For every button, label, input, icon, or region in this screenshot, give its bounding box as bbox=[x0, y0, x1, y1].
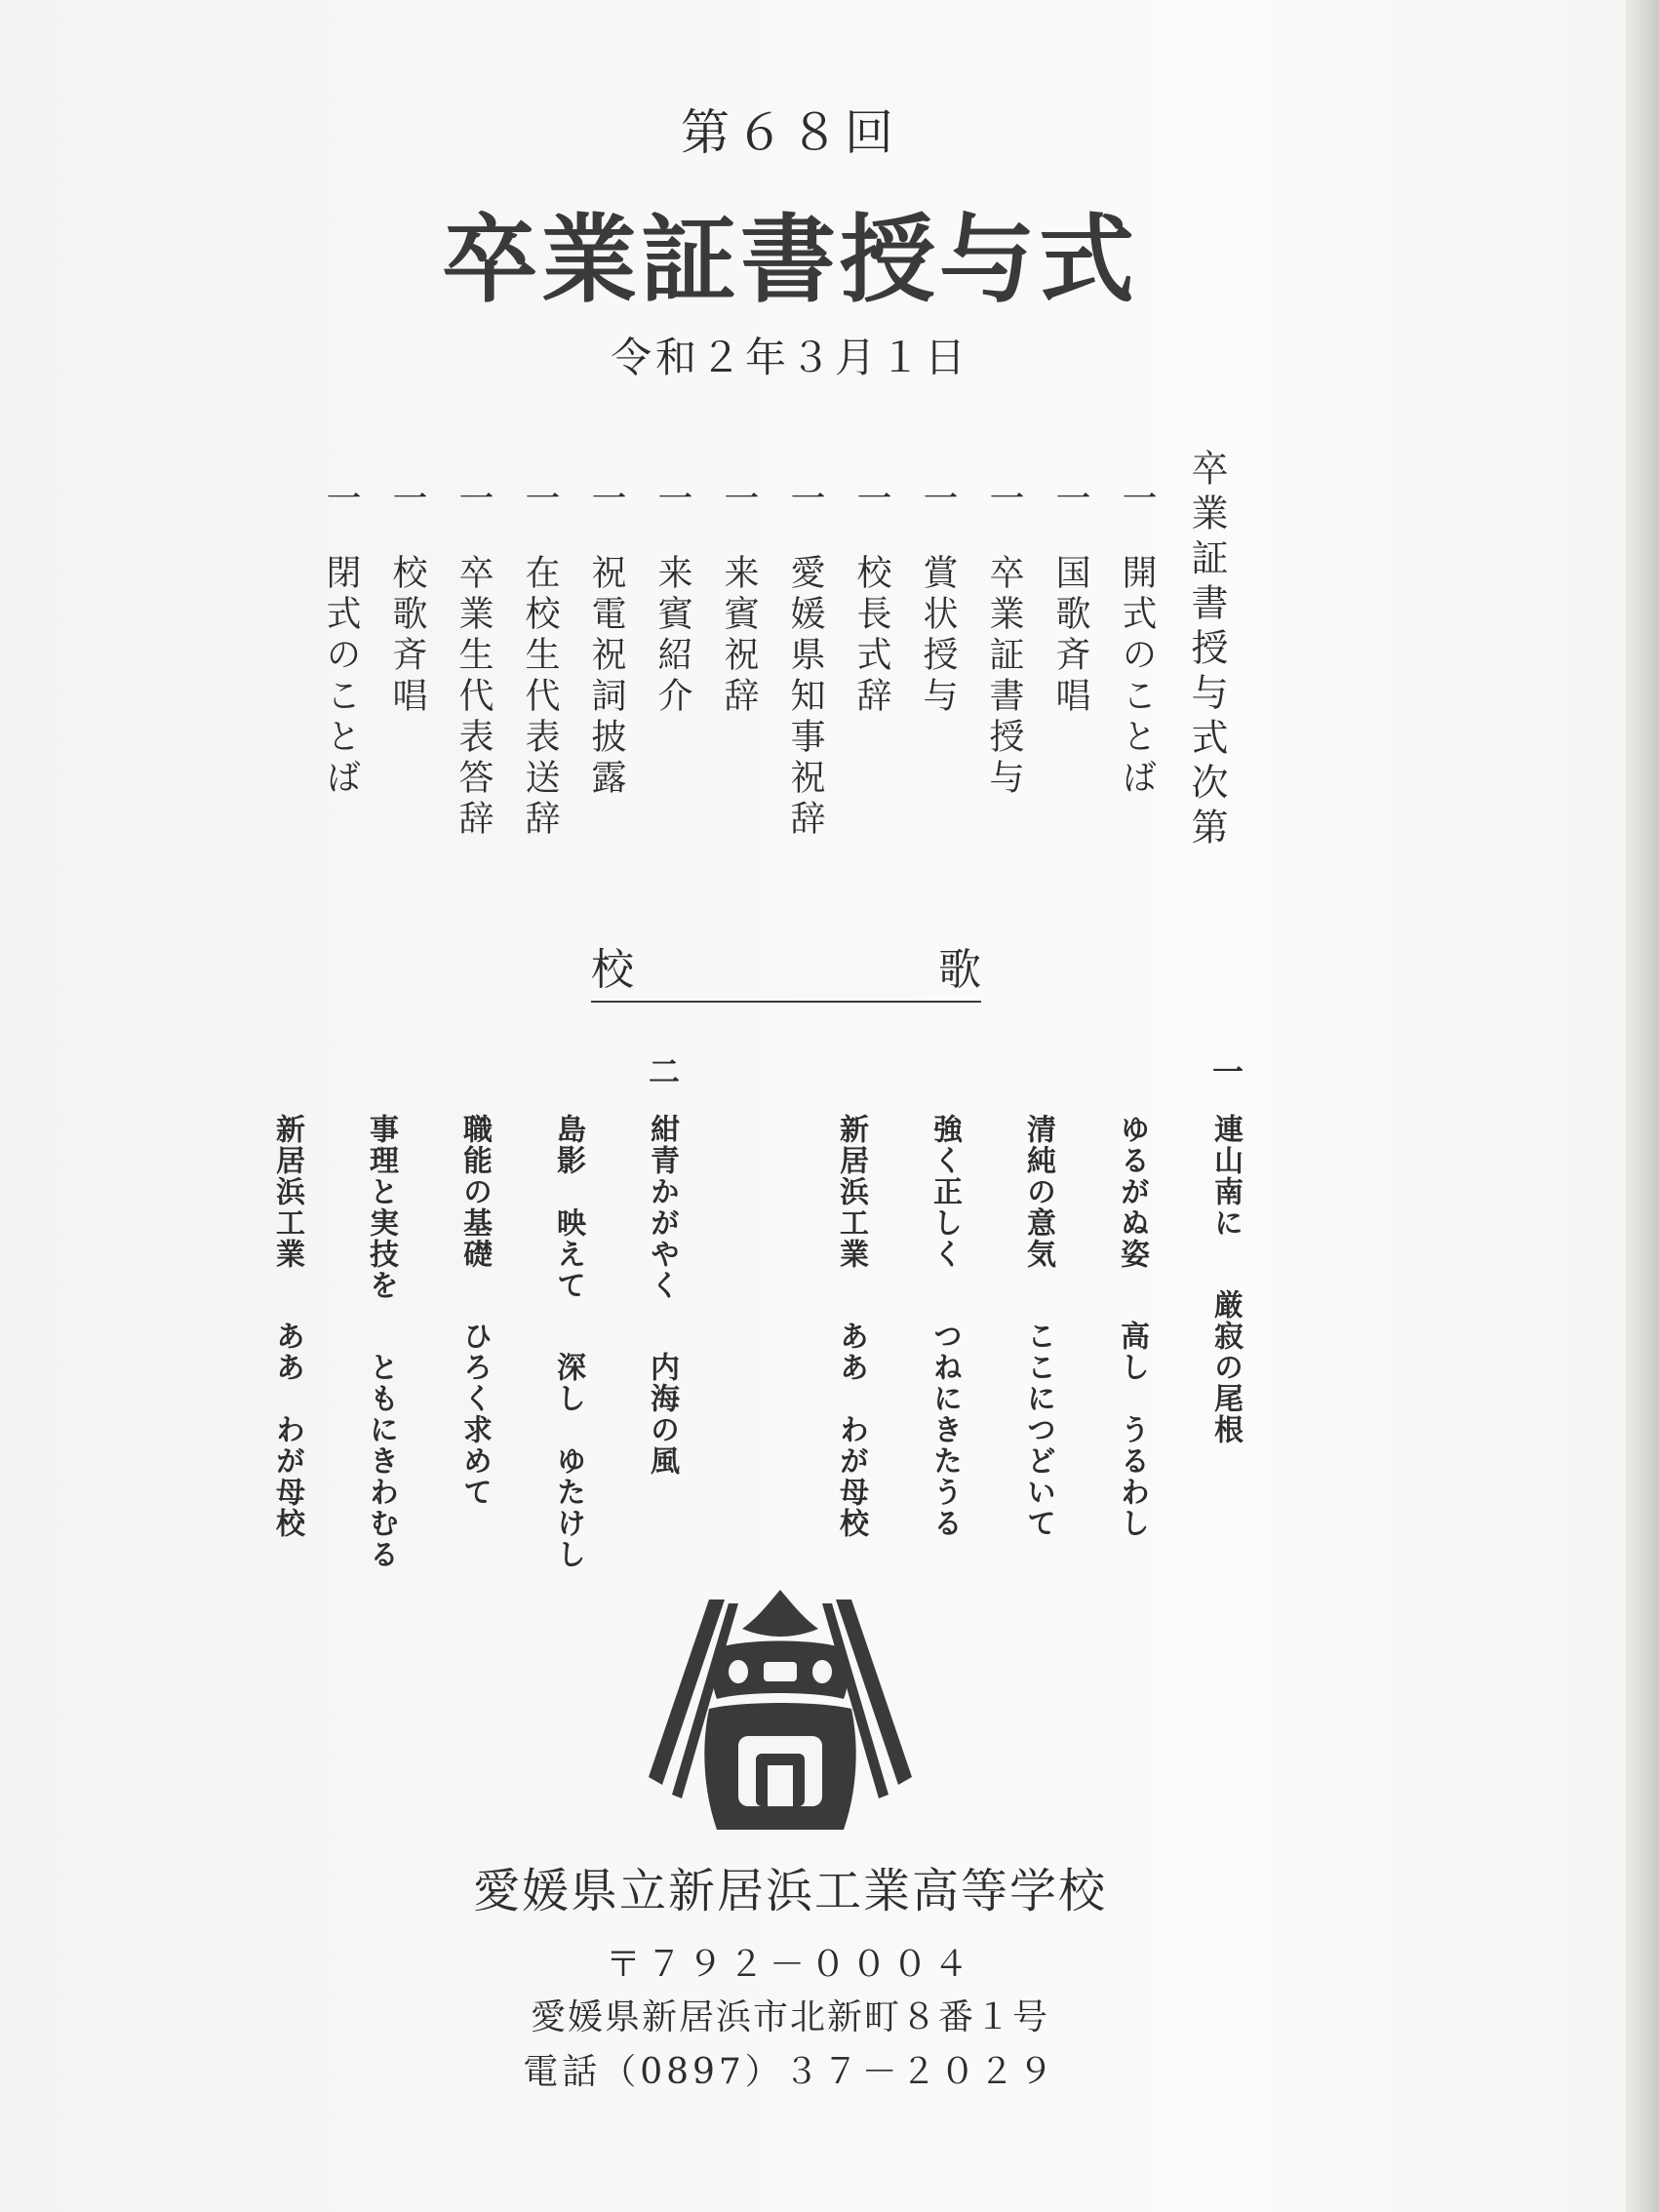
lyric-line bbox=[1016, 1114, 1059, 1539]
program-item-mark: 一 bbox=[785, 480, 825, 521]
school-phone: 電話（0897）３７－２０２９ bbox=[523, 2052, 1057, 2092]
lyric-part: 新居浜工業 bbox=[834, 1114, 868, 1270]
lyric-part: 強く正しく bbox=[928, 1114, 962, 1270]
school-song-heading-left: 校 bbox=[591, 945, 634, 995]
program-item-label: 祝電祝詞披露 bbox=[586, 554, 626, 800]
program-item-mark: 一 bbox=[520, 480, 560, 521]
lyric-line bbox=[359, 1114, 402, 1570]
program-item-label: 卒業生代表答辞 bbox=[454, 554, 494, 841]
program-item-label: 開式のことば bbox=[1117, 554, 1157, 800]
lyric-line bbox=[265, 1114, 308, 1539]
program-item bbox=[780, 480, 830, 841]
program-heading: 卒業証書授与式次第 bbox=[1185, 449, 1228, 852]
school-song-heading bbox=[591, 934, 981, 1003]
postal-code: 〒７９２－０００４ bbox=[605, 1945, 974, 1985]
program-item-label: 国歌斉唱 bbox=[1050, 554, 1090, 718]
lyric-part: 内海の風 bbox=[645, 1352, 679, 1477]
program-item-mark: 一 bbox=[321, 480, 361, 521]
program-item-label: 在校生代表送辞 bbox=[520, 554, 560, 841]
lyric-part: 職能の基礎 bbox=[457, 1114, 492, 1270]
school-name: 愛媛県立新居浜工業高等学校 bbox=[472, 1864, 1107, 1918]
lyric-part: つねにきたうる bbox=[928, 1321, 962, 1539]
lyric-line bbox=[640, 1114, 683, 1477]
program-item bbox=[382, 480, 432, 718]
program-item bbox=[515, 480, 565, 841]
program-item-mark: 一 bbox=[1050, 480, 1090, 521]
program-item-label: 校歌斉唱 bbox=[387, 554, 427, 718]
program-item-mark: 一 bbox=[918, 480, 958, 521]
verse-number: 一 bbox=[1207, 1055, 1244, 1086]
program-item-label: 愛媛県知事祝辞 bbox=[785, 554, 825, 841]
program-item-mark: 一 bbox=[851, 480, 891, 521]
school-emblem-icon bbox=[649, 1590, 912, 1834]
lyric-line bbox=[1204, 1114, 1246, 1445]
program-item bbox=[847, 480, 896, 718]
program-item-mark: 一 bbox=[652, 480, 692, 521]
program-item bbox=[449, 480, 498, 841]
program-item-label: 来賓祝辞 bbox=[719, 554, 759, 718]
program-item-mark: 一 bbox=[454, 480, 494, 521]
program-item bbox=[316, 480, 366, 800]
lyric-line bbox=[829, 1114, 872, 1539]
program-item-mark: 一 bbox=[1117, 480, 1157, 521]
lyric-line bbox=[923, 1114, 966, 1539]
program-item-label: 賞状授与 bbox=[918, 554, 958, 718]
lyric-part: 深し ゆたけし bbox=[551, 1352, 585, 1570]
program-item-mark: 一 bbox=[586, 480, 626, 521]
program-item bbox=[913, 480, 963, 718]
program-item-label: 来賓紹介 bbox=[652, 554, 692, 718]
program-item bbox=[1046, 480, 1095, 718]
page-title: 卒業証書授与式 bbox=[441, 204, 1138, 316]
program-item bbox=[714, 480, 764, 718]
verse-number: 二 bbox=[644, 1055, 681, 1086]
program-item-label: 校長式辞 bbox=[851, 554, 891, 718]
program-item-label: 卒業証書授与 bbox=[984, 554, 1024, 800]
program-item-mark: 一 bbox=[719, 480, 759, 521]
edition-label: 第６８回 bbox=[681, 104, 899, 161]
program-item bbox=[979, 480, 1029, 800]
lyric-part: ここにつどいて bbox=[1021, 1321, 1055, 1539]
lyric-part: ゆるがぬ姿 bbox=[1115, 1114, 1149, 1270]
program-item bbox=[1112, 480, 1162, 800]
lyric-part: 事理と実技を bbox=[364, 1114, 398, 1301]
lyric-part: 連山南に bbox=[1208, 1114, 1243, 1239]
lyric-line bbox=[1110, 1114, 1153, 1539]
lyric-part: 厳寂の尾根 bbox=[1208, 1289, 1243, 1445]
school-song-heading-right: 歌 bbox=[938, 945, 981, 995]
program-item-mark: 一 bbox=[984, 480, 1024, 521]
program-item-label: 閉式のことば bbox=[321, 554, 361, 800]
lyric-part: 清純の意気 bbox=[1021, 1114, 1055, 1270]
lyric-part: ああ わが母校 bbox=[834, 1321, 868, 1539]
program-item-mark: 一 bbox=[387, 480, 427, 521]
school-address: 愛媛県新居浜市北新町８番１号 bbox=[530, 1997, 1049, 2037]
lyric-line bbox=[546, 1114, 589, 1570]
ceremony-date: 令和２年３月１日 bbox=[610, 334, 969, 381]
lyric-part: 島影 映えて bbox=[551, 1114, 585, 1301]
lyric-part: ああ わが母校 bbox=[270, 1321, 304, 1539]
lyric-part: ともにきわむる bbox=[364, 1352, 398, 1570]
lyric-line bbox=[453, 1114, 495, 1508]
lyric-part: ひろく求めて bbox=[457, 1321, 492, 1508]
program-item bbox=[581, 480, 631, 800]
lyric-part: 新居浜工業 bbox=[270, 1114, 304, 1270]
lyric-part: 高し うるわし bbox=[1115, 1321, 1149, 1539]
page-edge bbox=[1626, 0, 1659, 2212]
lyric-part: 紺青かがやく bbox=[645, 1114, 679, 1301]
program-item bbox=[648, 480, 697, 718]
